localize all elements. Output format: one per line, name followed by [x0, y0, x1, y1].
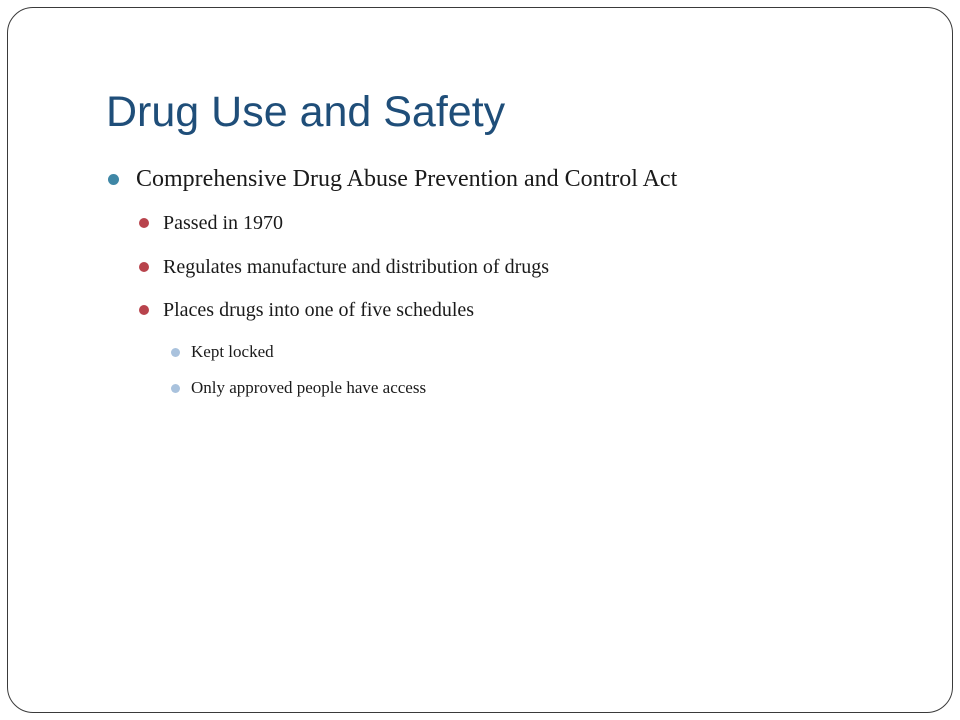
bullet-item-level3 — [191, 341, 274, 363]
bullet-dot-icon — [139, 218, 149, 228]
bullet-text: Places drugs into one of five schedules — [163, 299, 475, 321]
bullet-text: Passed in 1970 — [163, 212, 283, 234]
bullet-item-level2 — [163, 254, 549, 280]
bullet-dot-icon — [139, 262, 149, 272]
bullet-text: Kept locked — [191, 342, 274, 361]
bullet-dot-icon — [171, 384, 180, 393]
bullet-dot-icon — [139, 305, 149, 315]
bullet-dot-icon — [108, 174, 119, 185]
bullet-text: Only approved people have access — [191, 378, 427, 397]
bullet-dot-icon — [171, 348, 180, 357]
bullet-item-level3 — [191, 377, 426, 399]
bullet-text: Comprehensive Drug Abuse Prevention and Control Act — [136, 166, 678, 192]
bullet-item-level2 — [163, 210, 283, 236]
bullet-text: Regulates manufacture and distribution of drugs — [163, 256, 550, 278]
slide-title: Drug Use and Safety — [106, 88, 506, 136]
bullet-item-level2 — [163, 297, 474, 323]
bullet-item-level1 — [136, 164, 677, 194]
